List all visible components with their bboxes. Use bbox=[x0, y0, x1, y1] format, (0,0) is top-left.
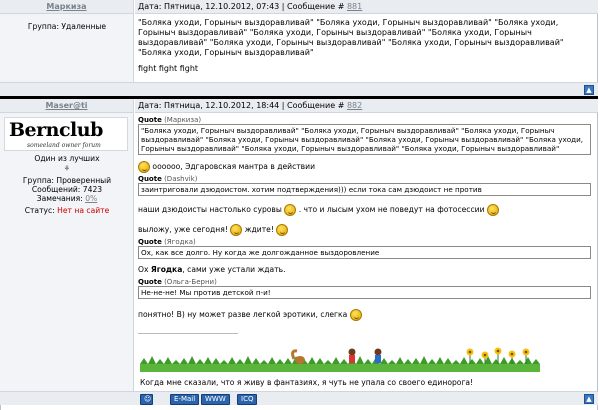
post1-content bbox=[135, 0, 598, 82]
logo-title: Bernclub bbox=[9, 119, 103, 141]
post2-rank: Один из лучших bbox=[34, 154, 100, 163]
signature-banner-image bbox=[140, 346, 540, 372]
post2-number-link[interactable]: 882 bbox=[346, 101, 363, 110]
quote1-header bbox=[138, 116, 595, 124]
post1-date: Дата: Пятница, 12.10.2012, 07:43 | Сообщение # bbox=[138, 2, 347, 11]
post2-group: Группа: Проверенный bbox=[22, 176, 112, 185]
line1-text: оооооо, Эдгаровская мантра в действии bbox=[152, 162, 316, 171]
quote4-author: (Ольга-Берни) bbox=[164, 278, 217, 286]
post1-text: "Боляка уходи, Горыныч выздоравливай" "Боляка уходи, Горыныч выздоравливай" "Боляка уходи, Горыныч выздоравливай" "Боляка уходи, Горыныч выздоравливай" "Боляка уходи, Горыныч выздоравливай" "Боляка уходи, Горыныч выздоравливай" "Боляка уходи, Горыныч выздоравливай" "Боляка уходи, Горыныч выздоравливай" bbox=[138, 18, 564, 57]
logo-subtitle: someeland owner forum bbox=[27, 142, 101, 149]
line5-text: понятно! В) ну может разве легкой эротики, слегка bbox=[138, 310, 348, 319]
children-icon bbox=[349, 349, 382, 364]
user-avatar-logo bbox=[4, 117, 128, 151]
signature-divider bbox=[138, 333, 238, 334]
warnings-label: Замечания: bbox=[36, 194, 83, 203]
post2-warnings bbox=[0, 194, 134, 204]
smiley-icon bbox=[276, 224, 288, 236]
line4-pre: Ох bbox=[138, 265, 151, 274]
line2 bbox=[138, 204, 595, 216]
post2-messages: Сообщений: 7423 bbox=[31, 185, 103, 194]
post1-group: Группа: Удаленные bbox=[27, 22, 107, 31]
warnings-link[interactable]: 0% bbox=[85, 194, 98, 203]
post2-body bbox=[135, 116, 598, 334]
line1 bbox=[138, 161, 595, 173]
smiley-icon bbox=[350, 309, 362, 321]
post1-text2: fight fight fight bbox=[138, 64, 199, 73]
post2-footer bbox=[0, 391, 598, 405]
rank-icon: ⚘ bbox=[63, 164, 71, 173]
email-button[interactable]: E-Mail bbox=[170, 394, 199, 405]
status-value: Нет на сайте bbox=[57, 206, 110, 215]
scroll-top-icon[interactable]: ▲ bbox=[584, 394, 594, 404]
www-button[interactable]: WWW bbox=[201, 394, 230, 405]
quote4-label: Quote bbox=[138, 278, 162, 286]
smiley-icon bbox=[138, 161, 150, 173]
quote1-box: "Боляка уходи, Горыныч выздоравливай" "Боляка уходи, Горыныч выздоравливай" "Боляка уходи, Горыныч выздоравливай" "Боляка уходи, Горыныч выздоравливай" "Боляка уходи, Горыныч выздоравливай" "Боляка уходи, Горыныч выздоравливай" "Боляка уходи, Горыныч выздоравливай" "Боляка уходи, Горыныч выздоравливай" bbox=[138, 124, 591, 155]
quote3-box: Ох, как все долго. Ну когда же долгожданное выздоровление bbox=[138, 246, 591, 259]
post2-author-panel bbox=[0, 99, 134, 391]
line4 bbox=[138, 265, 595, 275]
quote3-header bbox=[138, 238, 595, 246]
quote1-author: (Маркиза) bbox=[164, 116, 202, 124]
line2b-text: . что и лысым ухом не поведут на фотосессии bbox=[298, 205, 485, 214]
post2-meta bbox=[135, 99, 598, 113]
post1-number-link[interactable]: 881 bbox=[346, 2, 363, 11]
scroll-top-icon[interactable]: ▲ bbox=[584, 85, 594, 95]
quote2-label: Quote bbox=[138, 175, 162, 183]
status-label: Статус: bbox=[24, 206, 55, 215]
quote2-box: заинтриговали дзюдоистом. хотим подтверждения))) если тока сам дзюдоист не против bbox=[138, 183, 591, 196]
post1-footer bbox=[0, 82, 598, 96]
quote2-author: (Dashvik) bbox=[164, 175, 198, 183]
line3 bbox=[138, 224, 595, 236]
line4-bold: Ягодка bbox=[150, 265, 183, 274]
post1-meta bbox=[135, 0, 598, 14]
post2-username[interactable]: Maser@ti bbox=[0, 99, 133, 113]
smiley-icon bbox=[230, 224, 242, 236]
quote4-header bbox=[138, 278, 595, 286]
smiley-icon bbox=[284, 204, 296, 216]
quote1-label: Quote bbox=[138, 116, 162, 124]
line4-post: , сами уже устали ждать. bbox=[182, 265, 286, 274]
line3a-text: выложу, уже сегодня! bbox=[138, 225, 228, 234]
quote4-box: Не-не-не! Мы против детской п-и! bbox=[138, 286, 591, 299]
post1-username[interactable]: Маркиза bbox=[0, 0, 133, 14]
profile-icon[interactable]: ☺ bbox=[140, 394, 153, 405]
icq-button[interactable]: ICQ bbox=[237, 394, 257, 405]
quote3-label: Quote bbox=[138, 238, 162, 246]
smiley-icon bbox=[487, 204, 499, 216]
post2-date: Дата: Пятница, 12.10.2012, 18:44 | Сообщение # bbox=[138, 101, 347, 110]
quote3-author: (Ягодка) bbox=[164, 238, 196, 246]
line5 bbox=[138, 309, 595, 321]
signature-text: Когда мне сказали, что я живу в фантазиях, я чуть не упала со своего единорога! bbox=[140, 378, 474, 387]
line2a-text: наши дзюдоисты настолько суровы bbox=[138, 205, 282, 214]
quote2-header bbox=[138, 175, 595, 183]
post1-author-panel bbox=[0, 0, 134, 82]
post2-status bbox=[0, 206, 134, 216]
line3b-text: ждите! bbox=[244, 225, 274, 234]
